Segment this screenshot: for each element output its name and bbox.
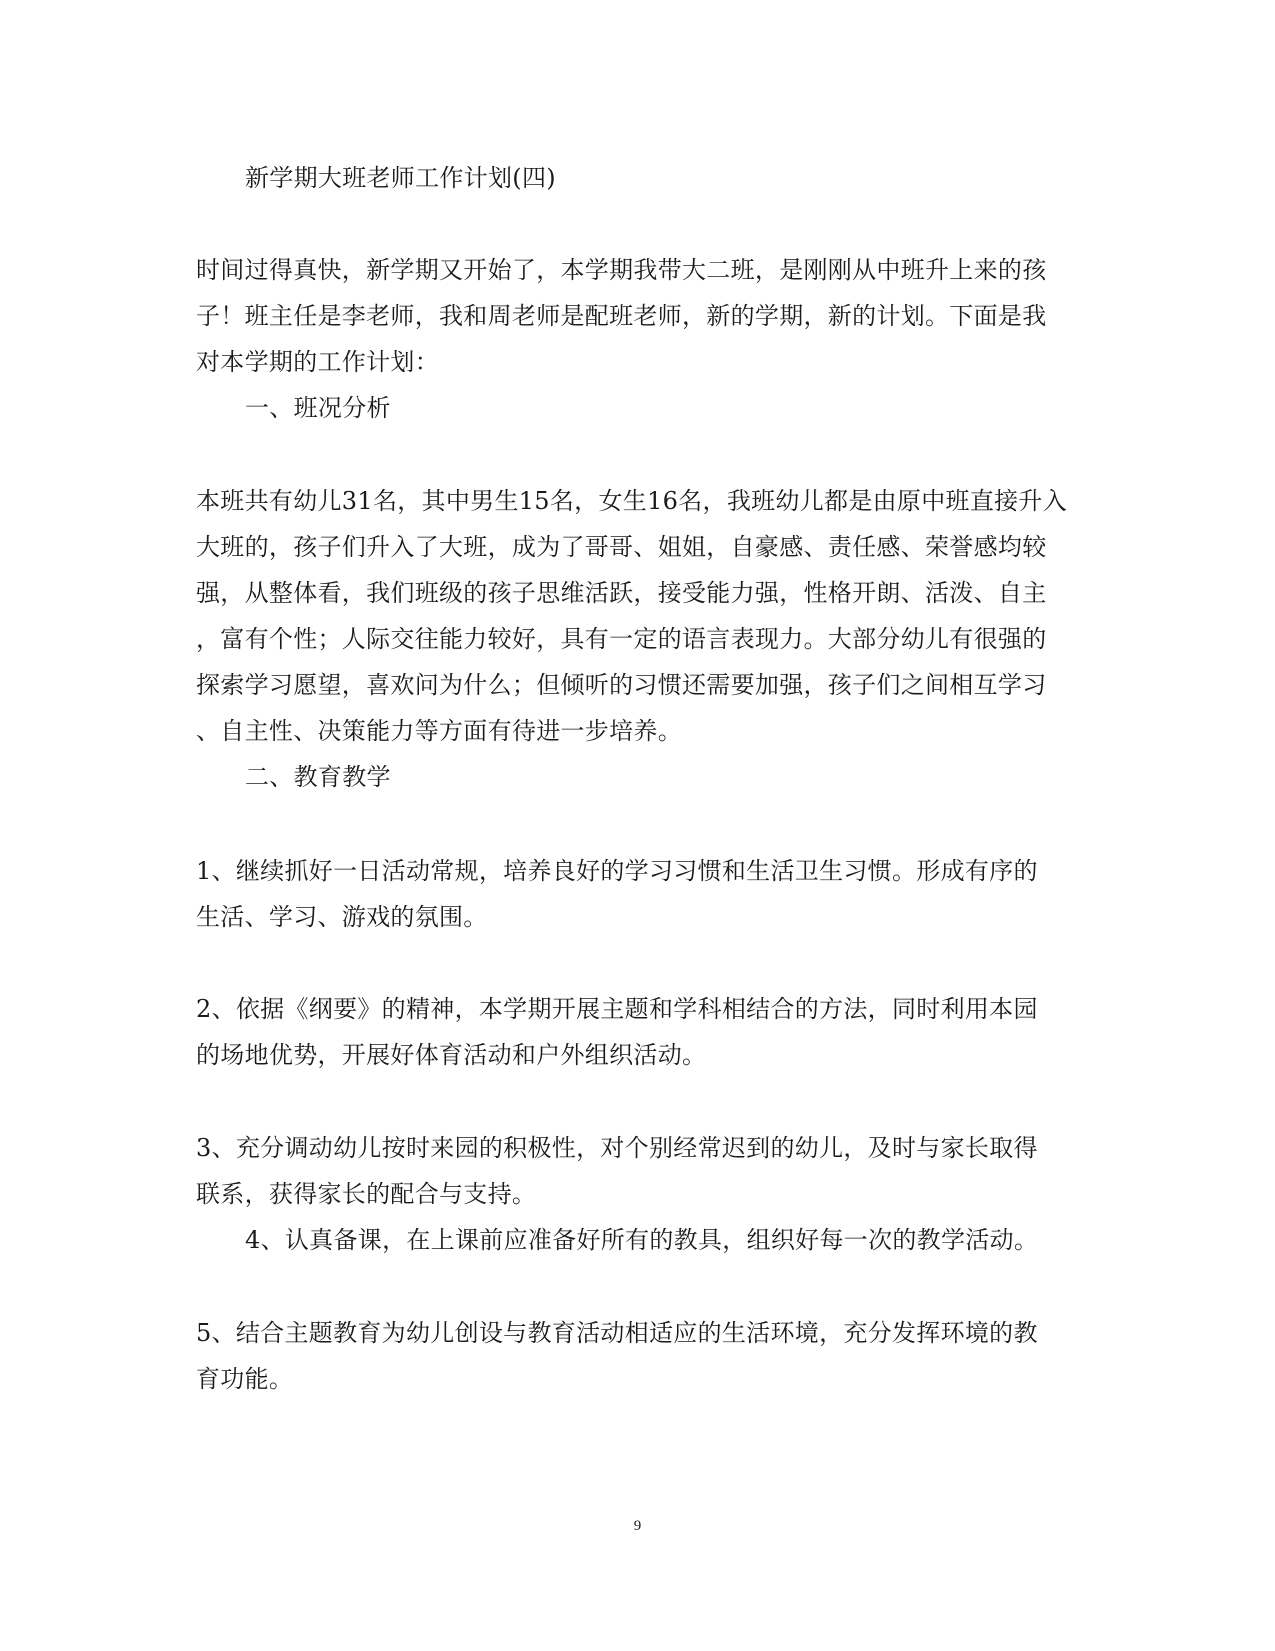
item-2-line-1: 2、依据《纲要》的精神，本学期开展主题和学科相结合的方法，同时利用本园 [196,995,1038,1023]
item-3-line-2: 联系，获得家长的配合与支持。 [196,1180,537,1208]
intro-line-3: 对本学期的工作计划： [196,348,439,376]
class-analysis-line-2: 大班的，孩子们升入了大班，成为了哥哥、姐姐，自豪感、责任感、荣誉感均较 [196,533,1047,561]
item-1-line-1: 1、继续抓好一日活动常规，培养良好的学习习惯和生活卫生习惯。形成有序的 [196,857,1038,885]
item-5-line-2: 育功能。 [196,1365,294,1393]
class-analysis-line-5: 探索学习愿望，喜欢问为什么；但倾听的习惯还需要加强，孩子们之间相互学习 [196,671,1047,699]
item-5-line-1: 5、结合主题教育为幼儿创设与教育活动相适应的生活环境，充分发挥环境的教 [196,1319,1038,1347]
intro-line-1: 时间过得真快，新学期又开始了，本学期我带大二班，是刚刚从中班升上来的孩 [196,256,1047,284]
section-heading-teaching: 二、教育教学 [245,763,391,791]
item-1-line-2: 生活、学习、游戏的氛围。 [196,903,488,931]
item-4: 4、认真备课，在上课前应准备好所有的教具，组织好每一次的教学活动。 [245,1226,1039,1254]
intro-line-2: 子！班主任是李老师，我和周老师是配班老师，新的学期，新的计划。下面是我 [196,302,1047,330]
section-heading-class-analysis: 一、班况分析 [245,394,391,422]
item-3-line-1: 3、充分调动幼儿按时来园的积极性，对个别经常迟到的幼儿，及时与家长取得 [196,1134,1038,1162]
class-analysis-line-4: ，富有个性；人际交往能力较好，具有一定的语言表现力。大部分幼儿有很强的 [196,625,1047,653]
class-analysis-line-6: 、自主性、决策能力等方面有待进一步培养。 [196,717,682,745]
class-analysis-line-1: 本班共有幼儿31名，其中男生15名，女生16名，我班幼儿都是由原中班直接升入 [196,487,1068,515]
document-title: 新学期大班老师工作计划(四) [245,164,556,192]
class-analysis-line-3: 强，从整体看，我们班级的孩子思维活跃，接受能力强，性格开朗、活泼、自主 [196,579,1047,607]
page-number: 9 [633,1518,642,1534]
item-2-line-2: 的场地优势，开展好体育活动和户外组织活动。 [196,1041,707,1069]
